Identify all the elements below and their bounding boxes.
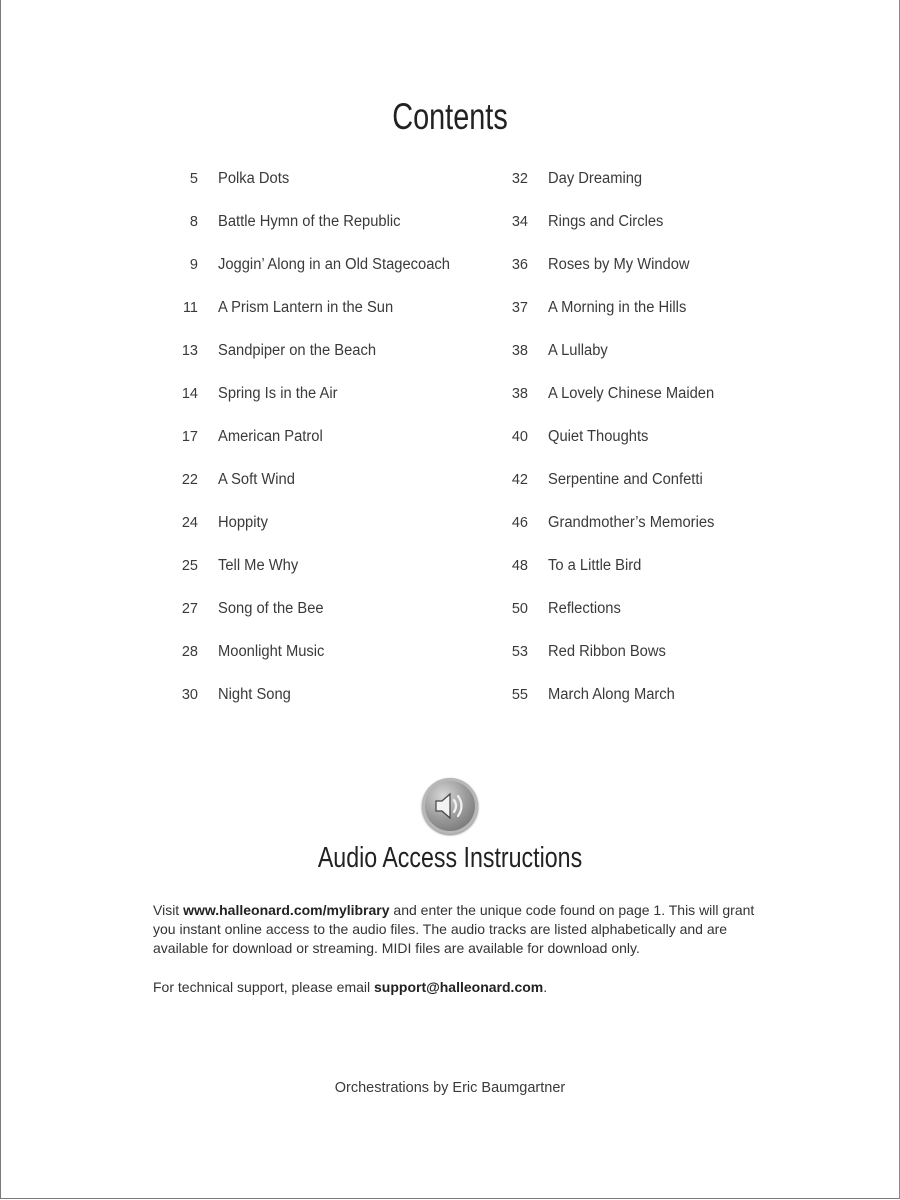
- toc-title: Joggin’ Along in an Old Stagecoach: [218, 256, 450, 273]
- toc-title: A Soft Wind: [218, 471, 295, 488]
- toc-page-number: 14: [181, 386, 198, 402]
- toc-page-number: 27: [181, 601, 198, 617]
- page-title: Contents: [392, 96, 508, 137]
- toc-entry: [160, 170, 480, 213]
- toc-page-number: 25: [181, 558, 198, 574]
- toc-page-number: 36: [511, 257, 528, 273]
- toc-entry: [490, 557, 750, 600]
- toc-entry: [490, 342, 750, 385]
- toc-title: Night Song: [218, 686, 291, 703]
- toc-entry: [160, 256, 480, 299]
- toc-page-number: 46: [511, 515, 528, 531]
- toc-entry: [160, 385, 480, 428]
- toc-entry: [160, 643, 480, 686]
- toc-entry: [490, 643, 750, 686]
- toc-page-number: 28: [181, 644, 198, 660]
- audio-access-heading: Audio Access Instructions: [317, 842, 583, 874]
- toc-left-column: [160, 170, 480, 729]
- toc-entry: [490, 385, 750, 428]
- instructions-text-end: and enter the unique code found on page 1. This will grant you instant online access to the audio files. The audio tracks are listed alphabetically and are available for download or streaming. MIDI files are available for download only.: [153, 902, 755, 956]
- toc-title: To a Little Bird: [548, 557, 642, 574]
- toc-entry: [160, 299, 480, 342]
- toc-page-number: 42: [511, 472, 528, 488]
- audio-instructions-paragraph: [153, 901, 763, 958]
- toc-page-number: 53: [511, 644, 528, 660]
- toc-page-number: 55: [511, 687, 528, 703]
- toc-title: Sandpiper on the Beach: [218, 342, 377, 359]
- speaker-icon: [422, 778, 478, 834]
- toc-right-column: [490, 170, 750, 729]
- toc-page-number: 9: [189, 257, 198, 273]
- toc-page-number: 8: [189, 214, 198, 230]
- support-text-start: For technical support, please email: [153, 979, 374, 995]
- toc-entry: [160, 514, 480, 557]
- toc-page-number: 38: [511, 343, 528, 359]
- toc-page-number: 50: [511, 601, 528, 617]
- toc-page-number: 40: [511, 429, 528, 445]
- toc-title: Red Ribbon Bows: [548, 643, 666, 660]
- toc-title: Spring Is in the Air: [218, 385, 338, 402]
- toc-title: Serpentine and Confetti: [548, 471, 703, 488]
- toc-title: Grandmother’s Memories: [548, 514, 715, 531]
- toc-page-number: 48: [511, 558, 528, 574]
- toc-title: Roses by My Window: [548, 256, 690, 273]
- toc-title: Tell Me Why: [218, 557, 299, 574]
- toc-title: Polka Dots: [218, 170, 290, 187]
- toc-page-number: 37: [511, 300, 528, 316]
- toc-entry: [490, 428, 750, 471]
- toc-title: Quiet Thoughts: [548, 428, 649, 445]
- toc-entry: [160, 557, 480, 600]
- toc-title: American Patrol: [218, 428, 323, 445]
- toc-title: A Morning in the Hills: [548, 299, 687, 316]
- toc-entry: [490, 299, 750, 342]
- toc-title: March Along March: [548, 686, 675, 703]
- toc-title: Hoppity: [218, 514, 268, 531]
- toc-title: A Lullaby: [548, 342, 608, 359]
- toc-title: A Prism Lantern in the Sun: [218, 299, 394, 316]
- toc-title: Moonlight Music: [218, 643, 325, 660]
- support-text-end: .: [543, 979, 548, 995]
- toc-entry: [160, 342, 480, 385]
- toc-entry: [490, 686, 750, 729]
- mylibrary-link[interactable]: www.halleonard.com/mylibrary: [183, 902, 390, 918]
- toc-page-number: 17: [181, 429, 198, 445]
- toc-page-number: 22: [181, 472, 198, 488]
- toc-entry: [490, 170, 750, 213]
- toc-title: Battle Hymn of the Republic: [218, 213, 401, 230]
- support-paragraph: [153, 978, 763, 997]
- toc-entry: [160, 213, 480, 256]
- toc-entry: [160, 686, 480, 729]
- toc-entry: [160, 471, 480, 514]
- toc-entry: [490, 600, 750, 643]
- toc-entry: [490, 256, 750, 299]
- toc-page-number: 30: [181, 687, 198, 703]
- toc-entry: [160, 428, 480, 471]
- toc-page-number: 24: [181, 515, 198, 531]
- toc-title: Day Dreaming: [548, 170, 643, 187]
- toc-title: Song of the Bee: [218, 600, 324, 617]
- toc-title: A Lovely Chinese Maiden: [548, 385, 715, 402]
- toc-entry: [490, 471, 750, 514]
- toc-entry: [490, 514, 750, 557]
- toc-title: Reflections: [548, 600, 621, 617]
- toc-page-number: 11: [182, 300, 198, 316]
- instructions-text-start: Visit: [153, 902, 184, 918]
- toc-page-number: 13: [181, 343, 198, 359]
- support-email-link[interactable]: support@halleonard.com: [374, 979, 544, 995]
- orchestration-credit: Orchestrations by Eric Baumgartner: [334, 1080, 566, 1096]
- toc-entry: [490, 213, 750, 256]
- toc-page-number: 32: [511, 171, 528, 187]
- toc-page-number: 5: [189, 171, 198, 187]
- toc-page-number: 38: [511, 386, 528, 402]
- toc-page-number: 34: [511, 214, 528, 230]
- toc-title: Rings and Circles: [548, 213, 664, 230]
- toc-entry: [160, 600, 480, 643]
